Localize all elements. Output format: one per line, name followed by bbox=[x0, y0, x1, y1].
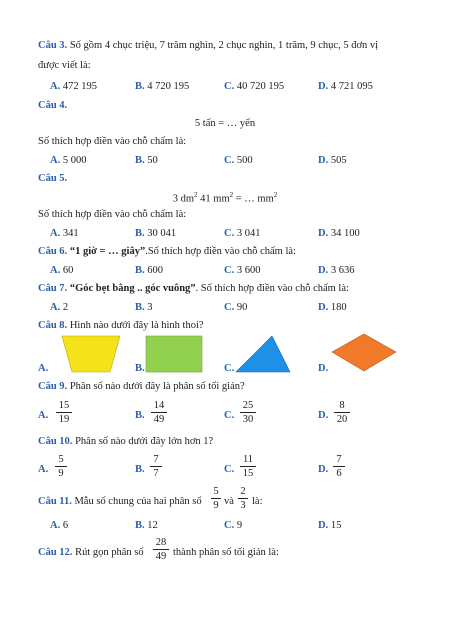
q12-fraction: 28 49 bbox=[153, 537, 169, 562]
q5-option-c[interactable]: C. 3 041 bbox=[224, 228, 261, 239]
q9-letter-d[interactable]: D. bbox=[318, 410, 329, 421]
q11-fraction-2: 2 3 bbox=[238, 486, 248, 511]
q4-option-d[interactable]: D. 505 bbox=[318, 155, 347, 166]
q11-option-b[interactable]: B. 12 bbox=[135, 520, 158, 531]
q4-label: Câu 4. bbox=[38, 100, 68, 111]
q9-fraction-a[interactable]: 15 19 bbox=[56, 400, 72, 425]
q3-option-a[interactable]: A. 472 195 bbox=[50, 81, 97, 92]
q10-letter-d[interactable]: D. bbox=[318, 464, 329, 475]
q5-expression: 3 $dm^2$ 41 $mm^2$ = … $mm^2$ bbox=[172, 191, 278, 205]
q5-label: Câu 5. bbox=[38, 173, 68, 184]
q5-prompt: Số thích hợp điền vào chỗ chấm là: bbox=[38, 209, 187, 220]
q9-question: Câu 9. Phân số nào dưới đây là phân số tối giản? bbox=[38, 381, 245, 392]
q11-fraction-1: 5 9 bbox=[211, 486, 221, 511]
q6-question: Câu 6. “1 giờ = … giây”.Số thích hợp điền vào chỗ chấm là: bbox=[38, 246, 296, 257]
q6-option-b[interactable]: B. 600 bbox=[135, 265, 164, 276]
q3-option-b[interactable]: B. 4 720 195 bbox=[135, 81, 190, 92]
q10-fraction-a[interactable]: 5 9 bbox=[55, 454, 67, 479]
q10-fraction-d[interactable]: 7 6 bbox=[333, 454, 345, 479]
q5-option-b[interactable]: B. 30 041 bbox=[135, 228, 177, 239]
q9-fraction-b[interactable]: 14 49 bbox=[151, 400, 167, 425]
q4-prompt: Số thích hợp điền vào chỗ chấm là: bbox=[38, 136, 187, 147]
q4-expression: 5 tấn = … yến bbox=[194, 118, 256, 129]
q3-line2: được viết là: bbox=[38, 60, 91, 71]
q8-letter-c[interactable]: C. bbox=[224, 363, 235, 374]
q6-option-d[interactable]: D. 3 636 bbox=[318, 265, 355, 276]
q10-letter-c[interactable]: C. bbox=[224, 464, 235, 475]
q12-end: thành phân số tối giản là: bbox=[173, 547, 279, 558]
q10-fraction-b[interactable]: 7 7 bbox=[150, 454, 162, 479]
q3-option-d[interactable]: D. 4 721 095 bbox=[318, 81, 373, 92]
rhombus-shape[interactable] bbox=[332, 334, 396, 371]
q4-option-b[interactable]: B. 50 bbox=[135, 155, 158, 166]
q10-letter-a[interactable]: A. bbox=[38, 464, 49, 475]
q8-question: Câu 8. Hình nào dưới đây là hình thoi? bbox=[38, 320, 204, 331]
q3-text: Số gồm 4 chục triệu, 7 trăm nghìn, 2 chục nghìn, 1 trăm, 9 chục, 5 đơn vị bbox=[67, 40, 379, 51]
q5-option-d[interactable]: D. 34 100 bbox=[318, 228, 360, 239]
q3-option-c[interactable]: C. 40 720 195 bbox=[224, 81, 285, 92]
q8-letter-b[interactable]: B. bbox=[135, 363, 145, 374]
q11-end: là: bbox=[252, 496, 263, 507]
q8-letter-d[interactable]: D. bbox=[318, 363, 329, 374]
q11-question: Câu 11. Mẫu số chung của hai phân số bbox=[38, 496, 202, 507]
q7-option-a[interactable]: A. 2 bbox=[50, 302, 69, 313]
q12-question: Câu 12. Rút gọn phân số bbox=[38, 547, 144, 558]
q4-option-a[interactable]: A. 5 000 bbox=[50, 155, 87, 166]
q9-letter-b[interactable]: B. bbox=[135, 410, 145, 421]
trapezoid-shape[interactable] bbox=[62, 336, 120, 372]
q7-option-b[interactable]: B. 3 bbox=[135, 302, 153, 313]
q9-letter-c[interactable]: C. bbox=[224, 410, 235, 421]
q9-letter-a[interactable]: A. bbox=[38, 410, 49, 421]
rectangle-shape[interactable] bbox=[146, 336, 202, 372]
q7-option-d[interactable]: D. 180 bbox=[318, 302, 347, 313]
q9-fraction-d[interactable]: 8 20 bbox=[334, 400, 350, 425]
q7-option-c[interactable]: C. 90 bbox=[224, 302, 248, 313]
q11-option-a[interactable]: A. 6 bbox=[50, 520, 69, 531]
q6-option-a[interactable]: A. 60 bbox=[50, 265, 74, 276]
q10-question: Câu 10. Phân số nào dưới đây lớn hơn 1? bbox=[38, 436, 214, 447]
q11-option-c[interactable]: C. 9 bbox=[224, 520, 243, 531]
q6-option-c[interactable]: C. 3 600 bbox=[224, 265, 261, 276]
q5-option-a[interactable]: A. 341 bbox=[50, 228, 79, 239]
q9-fraction-c[interactable]: 25 30 bbox=[240, 400, 256, 425]
triangle-shape[interactable] bbox=[236, 336, 290, 372]
q10-fraction-c[interactable]: 11 15 bbox=[240, 454, 256, 479]
q4-option-c[interactable]: C. 500 bbox=[224, 155, 253, 166]
q11-and: và bbox=[224, 496, 234, 507]
q7-question: Câu 7. “Góc bẹt bằng .. góc vuông”. Số thích hợp điền vào chỗ chấm là: bbox=[38, 283, 349, 294]
q10-letter-b[interactable]: B. bbox=[135, 464, 145, 475]
q8-letter-a[interactable]: A. bbox=[38, 363, 49, 374]
q11-option-d[interactable]: D. 15 bbox=[318, 520, 342, 531]
q3-label: Câu 3. bbox=[38, 40, 68, 51]
